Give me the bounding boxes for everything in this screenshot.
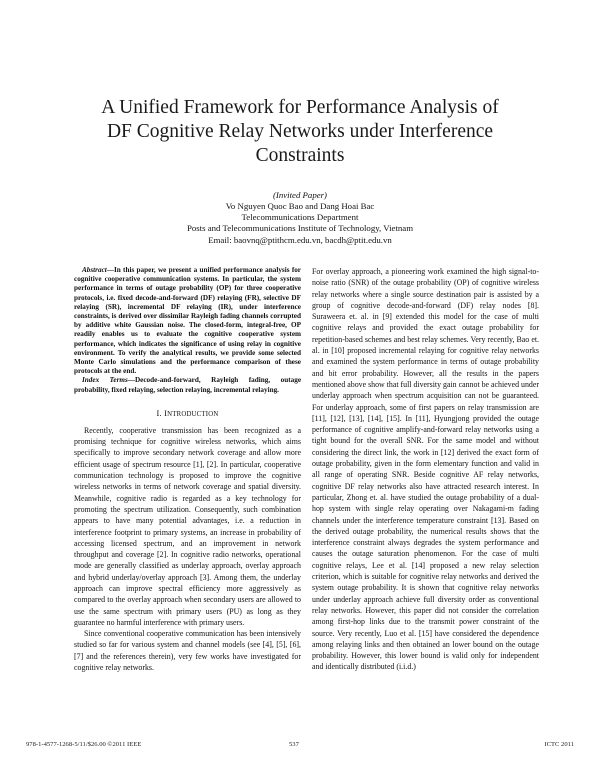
invited-paper-note: (Invited Paper) [273, 190, 327, 200]
section-cap: I [164, 408, 168, 418]
index-terms-text: Decode-and-forward, Rayleigh fading, outage probability, fixed relaying, selection relaying, incremental relaying. [74, 376, 302, 394]
footer-isbn: 978-1-4577-1268-5/11/$26.00 ©2011 IEEE [26, 741, 142, 748]
paper-title [40, 96, 560, 168]
section-heading [74, 409, 301, 418]
index-terms: Index Terms—Decode-and-forward, Rayleigh fading, outage probability, fixed relaying, selection relaying, incremental relaying. [74, 376, 302, 394]
body-paragraph: Recently, cooperative transmission has been recognized as a promising technique for cognitive wireless networks, which aims specifically to improve secondary network coverage and allow more efficient usage of spectrum resource [1], [2]. In particular, cooperative communication technology is proposed to improve the cognitive wireless networks in terms of network coverage and spatial diversity. Meanwhile, cognitive radio is regarded as a key technology for promoting the spectrum utilization. Consequently, such combination appears to have many potential advantages, i.e. a reduction in interference footprint to primary systems, an increase in probability of accessing licensed spectrum, and an improvement in network throughput and coverage [2]. In cognitive radio networks, operational mode are generally classified as underlay approach, overlay approach and hybrid underlay/overlay approach [3]. Among them, the underlay approach can improve spectral efficiency more aggressively as compared to the overlay approach when secondary users are allowed to use the same spectrum with primary users (PU) as long as they guarantee no harmful interference with primary users. [74, 425, 301, 627]
index-terms-label: Index Terms [82, 376, 128, 385]
section-numeral: I. [156, 408, 162, 418]
section-rest: NTRODUCTION [167, 410, 219, 418]
abstract-text: In this paper, we present a unified performance analysis for cognitive cooperative communication systems. In particular, the system performance in terms of outage probability (OP) for three cooperative protocols, i.e. fixed decode-and-forward (DF) relaying (FR), selective DF relaying (SR), incremental DF relaying (IR), under interference constraints, is derived over dissimilar Rayleigh fading channels corrupted by additive white Gaussian noise. The closed-form, integral-free, OP readily enables us to evaluate the cognitive cooperative system performance, which indicates the significance of using relay in cognitive environment. To verify the analytical results, we provide some selected Monte Carlo simulations and the performance comparison of these protocols at the end. [74, 266, 301, 376]
body-paragraph: Since conventional cooperative communication has been intensively studied so far for various system and channel models (see [4], [5], [6], [7] and the references therein), very few works have investigated for cognitive relay networks. [74, 629, 301, 673]
abstract: Abstract—In this paper, we present a unified performance analysis for cognitive cooperative communication systems. In particular, the system performance in terms of outage probability (OP) for three cooperative protocols, i.e. fixed decode-and-forward (DF) relaying (FR), selective DF relaying (SR), incremental DF relaying (IR), under interference constraints, is derived over dissimilar Rayleigh fading channels corrupted by additive white Gaussian noise. The closed-form, integral-free, OP readily enables us to evaluate the cognitive cooperative system performance, which indicates the significance of using relay in cognitive environment. To verify the analytical results, we provide some selected Monte Carlo simulations and the performance comparison of these protocols at the end. [74, 266, 301, 376]
authors: Vo Nguyen Quoc Bao and Dang Hoai Bac [225, 201, 375, 211]
footer-page-number: 537 [289, 741, 299, 748]
title-line: Constraints [255, 145, 345, 166]
left-column [74, 266, 301, 673]
title-line: A Unified Framework for Performance Analysis of [101, 97, 499, 118]
email: Email: baovnq@ptithcm.edu.vn, bacdh@ptit.edu.vn [208, 235, 392, 245]
abstract-label: Abstract [82, 266, 107, 274]
body-paragraph: For overlay approach, a pioneering work examined the high signal-to-noise ratio (SNR) of the outage probability (OP) of cognitive wireless relay networks where a single source destination pair is assisted by a group of cognitive decode-and-forward (DF) relay nodes [8]. Suraweera et. al. in [9] extended this model for the case of multi cognitive relays and provided the exact outage probability for repetition-based schemes and best relay schemes. Very recently, Bao et. al. in [10] proposed incremental relaying for cognitive relay networks and examined the system performance in terms of outage probability and bit error probability. However, all the results in the papers mentioned above show that full diversity gain cannot be achieved under underlay approach when spectrum acquisition can not be guaranteed. For underlay approach, some of first papers on relay transmission are [11], [12], [13], [14], [15]. In [11], Hyungjong provided the outage performance of cognitive amplify-and-forward relay networks using a tight bound for the overall SNR. For the same model and without considering the direct link, the work in [12] derived the exact form of outage probability, given in the form elementary function and valid in all range of operating SNR. Beside cognitive AF relay networks, cognitive DF relay networks also have attracted research interest. In particular, Zhong et. al. have studied the outage probability of a dual-hop system with single relay operating over Nakagami-m fading channels under the interference temperature constraint [13]. Based on the derived outage probability, the numerical results shows that the interference constraint always degrades the system performance and causes the outage saturation phenomenon. For the case of multi cognitive relays, Lee et al. [14] proposed a new relay selection criterion, which is suitable for cognitive relay networks and derived the system outage probability. It is shown that cognitive relay networks under underlay approach achieve full diversity order as conventional relay networks. However, this paper did not consider the correlation among first-hop links due to the transmit power constraint of the source. Very recently, Luo et al. [15] have considered the dependence among relaying links and then obtained an lower bound on the outage probability. However, this lower bound is valid only for independent and identically distributed (i.i.d.) [312, 267, 540, 672]
title-line: DF Cognitive Relay Networks under Interference [106, 121, 494, 142]
right-column [312, 266, 539, 673]
footer-conference: ICTC 2011 [544, 741, 574, 748]
institute: Posts and Telecommunications Institute of Technology, Vietnam [186, 223, 414, 233]
department: Telecommunications Department [241, 212, 359, 222]
